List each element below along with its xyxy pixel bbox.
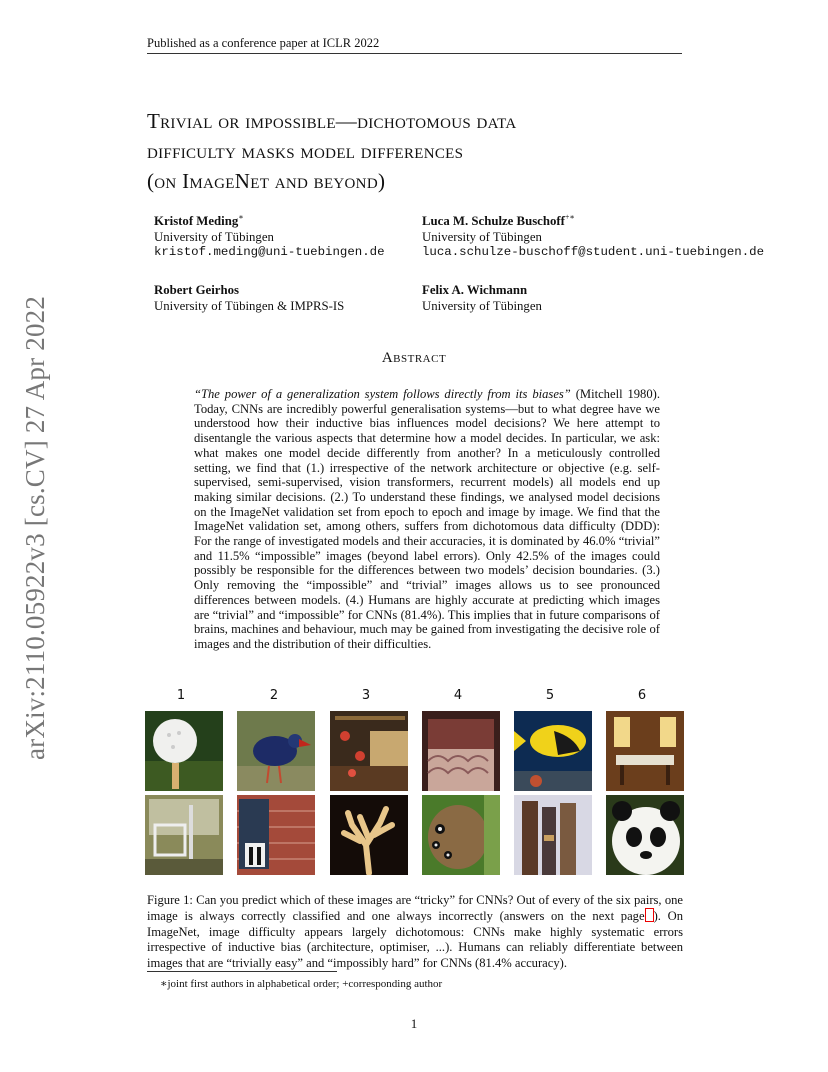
pair-number-3: 3: [361, 688, 371, 703]
caption-text-1: Figure 1: Can you predict which of these images are “tricky” for CNNs? Out of every of the six pairs, one image is always correctly classified and one always incorrectly (answers on the next page: [147, 893, 683, 924]
amusement-park-image: [330, 711, 408, 791]
author-email[interactable]: luca.schulze-buschoff@student.uni-tuebingen.de: [422, 245, 765, 259]
title-line-2: difficulty masks model differences: [147, 139, 464, 163]
footnote-rule: [147, 971, 337, 972]
title-line-3: (on ImageNet and beyond): [147, 169, 386, 193]
yellow-fish-image: [514, 711, 592, 791]
pair-number-5: 5: [545, 688, 555, 703]
cabinet-image: [422, 711, 500, 791]
author-name: Felix A. Wichmann: [422, 283, 528, 297]
abstract-text: [194, 387, 660, 652]
abstract-quote: “The power of a generalization system follows directly from its biases”: [194, 387, 571, 401]
author-affiliation: University of Tübingen: [154, 229, 274, 244]
arxiv-stamp: arXiv:2110.05922v3 [cs.CV] 27 Apr 2022: [20, 295, 50, 760]
footnote-link[interactable]: [645, 908, 654, 922]
medical-room-image: [145, 795, 223, 875]
title-line-1: Trivial or impossible—dichotomous data: [147, 109, 517, 133]
brick-wall-image: [237, 795, 315, 875]
bookshelf-image: [514, 795, 592, 875]
restaurant-image: [606, 711, 684, 791]
author-email[interactable]: kristof.meding@uni-tuebingen.de: [154, 245, 385, 259]
pair-number-4: 4: [453, 688, 463, 703]
author-block-3: [154, 283, 344, 314]
footnote: ∗joint first authors in alphabetical order; +corresponding author: [160, 978, 443, 990]
abstract-body: (Mitchell 1980). Today, CNNs are incredibly powerful generalisation systems—but to what degree have we understood how their inductive bias influences model decisions? We here attempt to disentangle the various aspects that determine how a model decides. In particular, we ask: what makes one model decide differently from another? In a meticulously controlled setting, we find that (1.) irrespective of the network architecture or objective (e.g. self-supervised, semi-supervised, vision transformers, recurrent models) all models end up making similar decisions. (2.) To understand these findings, we analysed model decisions on the ImageNet validation set from epoch to epoch and image by image. We find that the ImageNet validation set, among others, suffers from dichotomous data difficulty (DDD): For the range of investigated models and their accuracies, it is dominated by 46.0% “trivial” and 11.5% “impossible” images (beyond label errors). Only 42.5% of the images could possibly be responsible for the differences between two models’ decision boundaries. (3.) Only removing the “impossible” and “trivial” images allows us to see pronounced differences between models. (4.) Humans are highly accurate at predicting which images are “trivial” and “impossible” for CNNs (81.4%). This implies that in future comparisons of brains, machines and behaviour, much may be gained from investigating the decisive role of images and the distribution of their difficulties.: [194, 387, 660, 651]
pair-number-1: 1: [176, 688, 186, 703]
author-name: Kristof Meding: [154, 214, 239, 228]
author-affiliation: University of Tübingen & IMPRS-IS: [154, 298, 345, 313]
coral-fungus-image: [330, 795, 408, 875]
author-affiliation: University of Tübingen: [422, 229, 542, 244]
pair-number-2: 2: [269, 688, 279, 703]
figure-caption: [147, 893, 683, 971]
conference-header: Published as a conference paper at ICLR 2022: [147, 36, 380, 50]
panda-image: [606, 795, 684, 875]
author-affiliation: University of Tübingen: [422, 298, 542, 313]
author-block-1: Kristof Meding∗ University of Tübingen kristof.meding@uni-tuebingen.de: [154, 212, 385, 259]
author-name: Robert Geirhos: [154, 283, 239, 297]
bird-image: [237, 711, 315, 791]
golf-ball-image: [145, 711, 223, 791]
author-block-4: [422, 283, 542, 314]
header-rule: [147, 53, 682, 54]
paper-title: [147, 106, 707, 196]
abstract-heading: Abstract: [381, 350, 447, 366]
caption-text-2: ). On ImageNet, image difficulty appears largely dichotomous: CNNs make highly systematic errors irrespective of inductive bias (architecture, optimiser, ...). Humans can reliably differentiate between images that are “trivially easy” and “impossibly hard” for CNNs (81.4% accuracy).: [147, 909, 683, 970]
author-block-2: Luca M. Schulze Buschoff+∗ University of Tübingen luca.schulze-buschoff@student.uni-tuebingen.de: [422, 212, 765, 259]
page-number: 1: [410, 1016, 418, 1031]
author-name: Luca M. Schulze Buschoff: [422, 214, 565, 228]
butterfly-image: [422, 795, 500, 875]
pair-number-6: 6: [637, 688, 647, 703]
